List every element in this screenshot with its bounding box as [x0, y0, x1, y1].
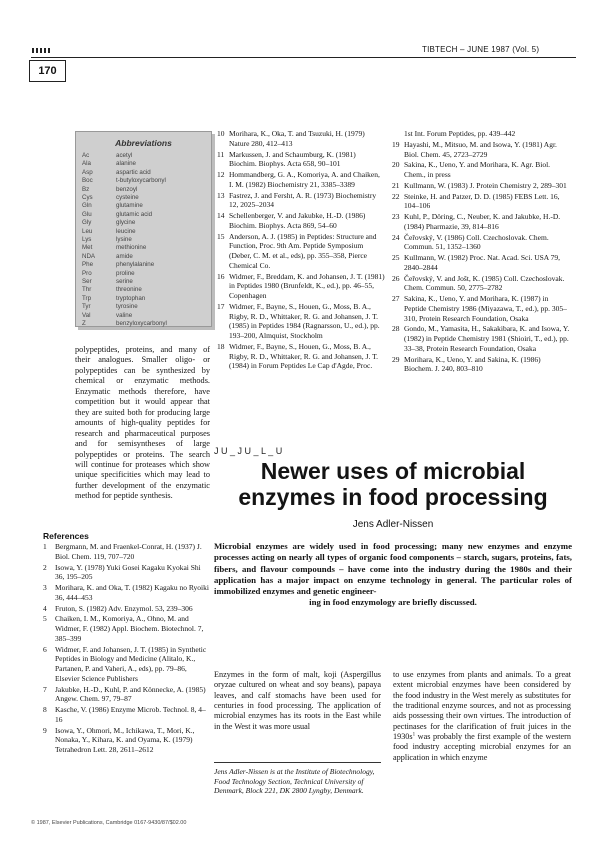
abbreviation-value: tryptophan	[116, 294, 146, 302]
reference-text: Steinke, H. and Patzer, D. D. (1985) FEBS Lett. 16, 104–106	[404, 191, 560, 211]
reference-item	[217, 191, 385, 211]
bio-rule	[214, 762, 381, 763]
reference-number: 18	[217, 341, 225, 351]
reference-item	[43, 645, 211, 684]
reference-number: 28	[392, 324, 400, 334]
reference-number: 4	[43, 603, 47, 613]
abbreviation-row	[82, 236, 207, 245]
reference-item	[217, 129, 385, 149]
reference-number: 6	[43, 644, 47, 654]
abbreviation-value: glutamine	[116, 202, 143, 210]
reference-text: Morihara, K. and Oka, T. (1982) Kagaku no Ryoiki 36, 444–453	[55, 583, 209, 602]
reference-number: 11	[217, 149, 225, 159]
reference-text: Fruton, S. (1982) Adv. Enzymol. 53, 239–306	[55, 603, 193, 613]
abbreviation-key: Asp	[82, 168, 93, 176]
abbreviations-box	[75, 131, 212, 327]
abbreviation-value: methionine	[116, 244, 147, 252]
reference-item	[43, 542, 211, 562]
abbreviation-key: Pro	[82, 269, 92, 277]
abbreviation-row	[82, 152, 207, 161]
reference-text: Markussen, J. and Schaumburg, K. (1981) Biochim. Biophys. Acta 658, 90–101	[229, 149, 356, 169]
abbreviation-key: Ac	[82, 152, 90, 159]
abbreviations-title: Abbreviations	[115, 138, 172, 148]
reference-text: Fastrez, J. and Fersht, A. R. (1973) Biochemistry 12, 2025–2034	[229, 190, 377, 210]
reference-item	[43, 563, 211, 583]
reference-item	[217, 150, 385, 170]
reference-number: 22	[392, 191, 400, 201]
abbreviation-key: Trp	[82, 294, 92, 302]
reference-text: Anderson, A. J. (1985) in Peptides: Structure and Function, Proc. 9th Am. Peptide Symposium (Deber, C. M. et al., eds), pp. 355–358, Pierce Chemical Co.	[229, 231, 377, 270]
reference-number: 15	[217, 231, 225, 241]
reference-item	[392, 129, 570, 139]
reference-text: Hommandberg, G. A., Komoriya, A. and Chaiken, I. M. (1982) Biochemistry 21, 3385–3389	[229, 170, 380, 189]
abbreviation-value: t-butyloxycarbonyl	[116, 177, 166, 185]
body3-text: to use enzymes from plants and animals. To a great extent microbial enzymes have been considered by the food industry in the West merely as substitutes for the traditional enzyme sources, and not as processing aids possessing their own virtues. The introduction of pectinases for the clarification of fruit juices in the 1930s	[393, 670, 571, 742]
reference-text: Widmer, F., Breddam, K. and Johansen, J. T. (1981) in Peptides 1980 (Brunfeldt, K., ed.), pp. 46–55, Copenhagen	[229, 271, 385, 300]
references-column-1	[43, 542, 211, 756]
reference-number: 7	[43, 684, 47, 694]
reference-number: 26	[392, 273, 400, 283]
reference-text: Widmer, F., Bayne, S., Houen, G., Moss, B. A., Rigby, R. D., Whittaker, R. G. and Johansen, J. T. (1984) in Forum Peptides Le Cap d'Agde, Proc.	[229, 341, 378, 371]
abbreviation-key: Leu	[82, 227, 93, 235]
reference-text: Isowa, Y., Ohmori, M., Ichikawa, T., Mori, K., Nonaka, Y., Kihara, K. and Oyama, K. (1979) Tetrahedron Lett. 28, 2611–2612	[55, 725, 195, 754]
abbreviation-value: leucine	[116, 227, 136, 235]
reference-number: 12	[217, 170, 225, 179]
reference-number: 5	[43, 614, 47, 624]
reference-text: Kuhl, P., Döring, C., Neuber, K. and Jakubke, H.-D. (1984) Pharmazie, 39, 814–816	[404, 212, 561, 231]
abbreviation-value: acetyl	[116, 152, 133, 159]
reference-number: 13	[217, 190, 225, 200]
reference-item	[392, 192, 570, 212]
abbreviation-row	[82, 312, 207, 321]
abbreviation-row	[82, 303, 207, 312]
reference-number: 14	[217, 211, 225, 220]
abstract-text: Microbial enzymes are widely used in food processing; many new enzymes and enzyme processes acting on nearly all types of organic food components – starch, sugars, proteins, fats, fibers, and flavour compounds – have come into the industry during the 1980s and their application has a major impact on enzyme technology in general. The particular roles of immobilized enzymes and genetic engineer-	[214, 541, 572, 597]
abbreviation-value: serine	[116, 278, 133, 285]
abbreviation-row	[82, 228, 207, 237]
reference-text: Schellenberger, V. and Jakubke, H.-D. (1986) Biochim. Biophys. Acta 869, 54–60	[229, 211, 366, 230]
reference-text: Widmer, F., Bayne, S., Houen, G., Moss, B. A., Rigby, R. D., Whittaker, R. G. and Johansen, J. T. (1985) in Peptides 1984 (Ragnarsson, U., ed.), pp. 193–200, Almquist, Stockholm	[229, 301, 380, 340]
abbreviation-key: Val	[82, 311, 91, 319]
abbreviation-value: cysteine	[116, 194, 139, 201]
reference-number: 19	[392, 139, 400, 149]
abbreviation-row	[82, 261, 207, 270]
reference-number: 20	[392, 160, 400, 170]
reference-item	[43, 614, 211, 643]
abbreviation-row	[82, 211, 207, 220]
reference-text: 1st Int. Forum Peptides, pp. 439–442	[404, 129, 516, 138]
reference-number: 8	[43, 705, 47, 714]
reference-item	[43, 685, 211, 705]
abbreviation-value: lysine	[116, 236, 132, 243]
reference-item	[392, 324, 570, 353]
abbreviation-row	[82, 160, 207, 169]
abbreviation-row	[82, 270, 207, 279]
abbreviation-key: Ser	[82, 278, 92, 285]
abbreviation-key: Boc	[82, 177, 93, 185]
abbreviation-row	[82, 286, 207, 295]
reference-text: Gondo, M., Yamasita, H., Sakakibara, K. and Isowa, Y. (1982) in Peptide Chemistry 1981 (Shioiri, T., ed.), pp. 33–38, Protein Research Foundation, Osaka	[404, 324, 570, 353]
author-bio: Jens Adler-Nissen is at the Institute of Biotechnology, Food Technology Section, Technical University of Denmark, Block 221, DK 2800 Lyngby, Denmark.	[214, 767, 375, 796]
journal-header: TIBTECH – JUNE 1987 (Vol. 5)	[422, 45, 540, 54]
reference-item	[392, 181, 570, 191]
article-title-line-2: enzymes in food processing	[238, 484, 548, 510]
reference-item	[392, 212, 570, 232]
article-author: Jens Adler-Nissen	[352, 519, 434, 530]
reference-item	[217, 302, 385, 341]
reference-text: Widmer, F. and Johansen, J. T. (1985) in Synthetic Peptides in Biology and Medicine (Alitalo, K., Partanen, P. and Vaheri, A., eds), pp. 79–86, Elsevier Science Publishers	[55, 644, 207, 683]
page-footer: © 1987, Elsevier Publications, Cambridge 0167-9430/87/$02.00	[31, 820, 187, 826]
body-column-1	[75, 345, 210, 502]
abbreviation-key: Gln	[82, 202, 92, 210]
reference-item	[217, 170, 385, 190]
references-column-2	[217, 129, 385, 372]
abbreviation-row	[82, 202, 207, 211]
abbreviation-value: tyrosine	[116, 303, 138, 311]
abbreviation-row	[82, 177, 207, 186]
reference-item	[392, 160, 570, 180]
reference-number: 17	[217, 301, 225, 311]
abbreviation-key: NDA	[82, 252, 96, 260]
reference-item	[392, 253, 570, 273]
abbreviation-value: benzoyl	[116, 185, 138, 193]
abbreviation-row	[82, 186, 207, 195]
reference-item	[392, 355, 570, 375]
abbreviation-row	[82, 244, 207, 253]
reference-item	[43, 705, 211, 725]
reference-item	[217, 272, 385, 301]
abbreviation-value: phenylalanine	[116, 261, 155, 269]
reference-number: 25	[392, 253, 400, 262]
abbreviation-value: valine	[116, 311, 133, 319]
page-number-box	[29, 60, 66, 82]
body3-text-rest: was probably the first example of the western food industry accepting microbial enzymes for an application in which enzyme	[393, 732, 571, 762]
reference-text: Kullmann, W. (1983) J. Protein Chemistry 2, 289–301	[404, 180, 567, 190]
abbreviation-key: Z	[82, 320, 86, 327]
reference-item	[392, 233, 570, 253]
abbreviation-value: glutamic acid	[116, 210, 153, 218]
reference-text: Jakubke, H.-D., Kuhl, P. and Könnecke, A. (1985) Angew. Chem. 97, 79–87	[55, 684, 206, 704]
reference-item	[392, 274, 570, 294]
article-body-column-3	[393, 670, 571, 763]
abbreviation-row	[82, 194, 207, 203]
abbreviation-key: Cys	[82, 194, 93, 201]
reference-text: Sakina, K., Ueno, Y. and Morihara, K. (1987) in Peptide Chemistry 1986 (Miyazawa, T., ed.), pp. 305–310, Protein Research Foundation, Osaka	[404, 294, 567, 323]
reference-item	[217, 342, 385, 371]
reference-number: 29	[392, 354, 400, 364]
page-number: 170	[38, 65, 57, 77]
article-body-column-2: Enzymes in the form of malt, koji (Aspergillus oryzae cultured on wheat and soy beans), papaya leaves, and calf stomachs have been used for centuries in food processing. The application of microbial enzymes has its roots in the East while in the West it was more usual	[214, 670, 381, 731]
abbreviation-row	[82, 169, 207, 178]
abbreviation-key: Lys	[82, 236, 92, 243]
reference-item	[217, 211, 385, 231]
reference-item	[43, 583, 211, 603]
section-divider-row: J U _ J U _ L _ U	[214, 446, 283, 456]
header-rule	[31, 57, 576, 58]
abbreviation-key: Ala	[82, 160, 91, 168]
reference-number: 16	[217, 271, 225, 281]
reference-number: 24	[392, 232, 400, 242]
reference-number: 27	[392, 294, 400, 303]
abbreviation-value: benzyloxycarbonyl	[116, 320, 167, 327]
reference-text: Bergmann, M. and Fraenkel-Conrat, H. (1937) J. Biol. Chem. 119, 707–720	[55, 542, 202, 561]
reference-item	[43, 726, 211, 755]
article-abstract	[214, 541, 572, 609]
abbreviation-value: glycine	[116, 219, 136, 227]
abbreviation-value: aspartic acid	[116, 168, 151, 176]
abbreviation-key: Bz	[82, 185, 90, 193]
abbreviation-key: Phe	[82, 261, 94, 269]
references-column-3	[392, 129, 570, 375]
reference-text: Isowa, Y. (1978) Yuki Gosei Kagaku Kyokai Shi 36, 195–205	[55, 562, 201, 582]
reference-text: Kullmann, W. (1982) Proc. Nat. Acad. Sci. USA 79, 2840–2844	[404, 253, 561, 272]
reference-text: Čeřovský, V. and Jošt, K. (1985) Coll. Czechoslovak. Chem. Commun. 50, 2775–2782	[404, 273, 565, 293]
abstract-last-line: ing in food enzymology are briefly discussed.	[309, 597, 477, 608]
reference-item	[43, 604, 211, 614]
abbreviation-row	[82, 219, 207, 228]
abbreviation-value: threonine	[116, 286, 142, 294]
abbreviation-value: amide	[116, 252, 133, 260]
abbreviation-row	[82, 278, 207, 287]
abbreviation-row	[82, 253, 207, 262]
abbreviation-value: alanine	[116, 160, 136, 168]
reference-text: Čeřovský, V. (1986) Coll. Czechoslovak. Chem. Commun. 51, 1352–1360	[404, 232, 549, 252]
reference-number: 1	[43, 542, 47, 551]
abbreviation-key: Met	[82, 244, 93, 252]
abbreviation-key: Glu	[82, 210, 92, 218]
reference-number: 23	[392, 212, 400, 221]
reference-number: 2	[43, 562, 47, 572]
reference-text: Chaiken, I. M., Komoriya, A., Ohno, M. and Widmer, F. (1982) Appl. Biochem. Biotechnol. 7, 385–399	[55, 614, 204, 643]
references-heading: References	[43, 531, 89, 541]
reference-text: Sakina, K., Ueno, Y. and Morihara, K. Agr. Biol. Chem., in press	[404, 160, 551, 179]
article-title-line-1: Newer uses of microbial	[260, 458, 526, 484]
reference-item	[392, 140, 570, 160]
reference-number: 21	[392, 180, 400, 190]
reference-text: Morihara, K., Oka, T. and Tsuzuki, H. (1979) Nature 280, 412–413	[229, 129, 365, 148]
footnote-ref: 1	[412, 732, 416, 738]
reference-text: Kasche, V. (1986) Enzyme Microb. Technol. 8, 4–16	[55, 705, 206, 724]
reference-item	[217, 232, 385, 271]
abbreviation-key: Tyr	[82, 303, 91, 311]
reference-text: Morihara, K., Ueno, Y. and Sakina, K. (1986) Biochem. J. 240, 803–810	[404, 354, 541, 374]
reference-number: 9	[43, 725, 47, 735]
abbreviation-value: proline	[116, 269, 135, 277]
abbreviation-row	[82, 320, 207, 329]
reference-number: 10	[217, 129, 225, 138]
article-title	[214, 458, 572, 510]
reference-item	[392, 294, 570, 323]
page-marker-strip	[32, 48, 52, 53]
abbreviation-row	[82, 295, 207, 304]
reference-text: Hayashi, M., Mitsuo, M. and Isowa, Y. (1981) Agr. Biol. Chem. 45, 2723–2729	[404, 139, 557, 159]
abbreviation-key: Thr	[82, 286, 92, 294]
body-paragraph: polypeptides, proteins, and many of their analogues. Smaller oligo- or polypeptides can be synthesized by chemical or enzymatic methods. Enzymatic methods therefore, have competition but it would appear that they are suited both for producing large amounts of high-quality peptides for research and pharmaceutical purposes and for semisyntheses of large polypeptides or proteins. The search will continue for proteases which show unique specificities which may lead to further development of the enzymatic method for peptide synthesis.	[75, 345, 210, 501]
abbreviation-key: Gly	[82, 219, 92, 227]
reference-number: 3	[43, 583, 47, 592]
